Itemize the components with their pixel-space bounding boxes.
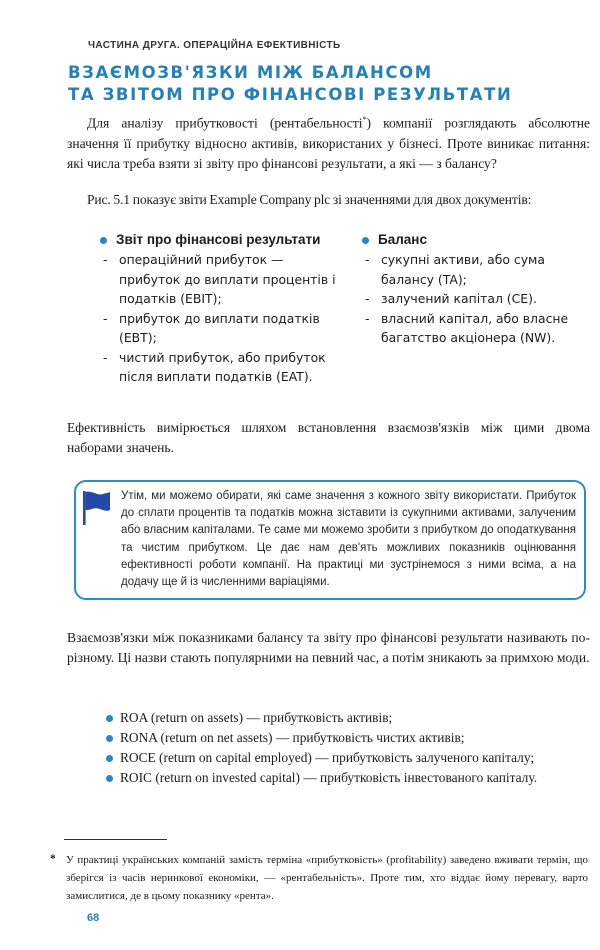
list-item: - прибуток до виплати податків (EBT); [103,310,320,345]
ratio-roce: ROCE (return on capital employed) — прибутковість залученого капіталу; [106,748,590,768]
footnote-mark: * [50,853,56,865]
figure-reference: Рис. 5.1 показує звіти Example Company plc зі значеннями для двох документів: [87,192,532,207]
income-statement-column [100,230,340,387]
list-item: - операційний прибуток — прибуток до виплати процентів і податків (EBIT); [103,252,336,306]
bullet-dot [106,735,113,742]
intro-text-end: ) компанії розглядають абсолютне значення її прибутку відносно активів, використаних у бізнесі. Проте виникає питання: які числа треба взяти зі звіту про фінансові результати, а які — з балансу? [67,115,590,171]
list-item: - чистий прибуток, або прибуток після виплати податків (EAT). [103,349,326,384]
intro-paragraph [67,110,590,174]
bullet-dot [106,755,113,762]
bullet-dot [100,237,107,244]
intro-text-start: Для аналізу прибутковості (рентабельності [87,115,363,131]
callout-box [74,480,586,600]
flag-icon [82,491,112,525]
footnote-text: У практиці українських компаній замість терміна «прибутковість» (profitability) заведено вживати термін, що зберігся із часів неринкової економіки, — «рентабельність». Проте тим, хто віддає йому перевагу, варто замислитися, де в цьому показнику «рента». [66,854,588,902]
list-item: - власний капітал, або власне багатство акціонера (NW). [365,310,569,345]
page-number: 68 [87,912,100,924]
footnote-marker: * [362,115,367,124]
ratio-roic: ROIC (return on invested capital) — прибутковість інвестованого капіталу. [106,768,590,788]
income-statement-heading: Звіт про фінансові результати [100,230,340,250]
callout-text: Утім, ми можемо обирати, які саме значення з кожного звіту використати. Прибуток до сплати процентів та податків можна зіставити із сукупними активами, залученим або власним капіталами. Те саме ми можемо зробити з прибутком до оподаткування та чистим прибутком. Це дає нам дев'ять можливих показників оцінювання ефективності роботи компанії. На практиці ми зустрінемося з ними всіма, а на додачу ще й із численними варіаціями. [121,490,576,589]
ratio-rona: RONA (return on net assets) — прибутковість чистих активів; [106,728,590,748]
ratios-list [106,708,590,788]
running-head: ЧАСТИНА ДРУГА. ОПЕРАЦІЙНА ЕФЕКТИВНІСТЬ [88,40,341,51]
balance-sheet-heading: Баланс [362,230,590,250]
efficiency-paragraph: Ефективність вимірюється шляхом встановлення взаємозв'язків між цими двома наборами значень. [67,420,590,455]
list-item: - сукупні активи, або сума балансу (TA); [365,252,545,287]
names-paragraph: Взаємозв'язки між показниками балансу та звіту про фінансові результати називають по-різному. Ці назви стають популярними на певний час, а потім зникають за примхою моди. [67,630,590,665]
list-item: - залучений капітал (CE). [365,291,537,306]
bullet-dot [106,775,113,782]
balance-sheet-column [362,230,590,348]
ratio-roa: ROA (return on assets) — прибутковість активів; [106,708,590,728]
section-title [68,62,548,106]
section-title-line-2: ТА ЗВІТОМ ПРО ФІНАНСОВІ РЕЗУЛЬТАТИ [68,85,513,104]
section-title-line-1: ВЗАЄМОЗВ'ЯЗКИ МІЖ БАЛАНСОМ [68,63,433,82]
footnote-divider [64,839,167,840]
bullet-dot [106,715,113,722]
bullet-dot [362,237,369,244]
